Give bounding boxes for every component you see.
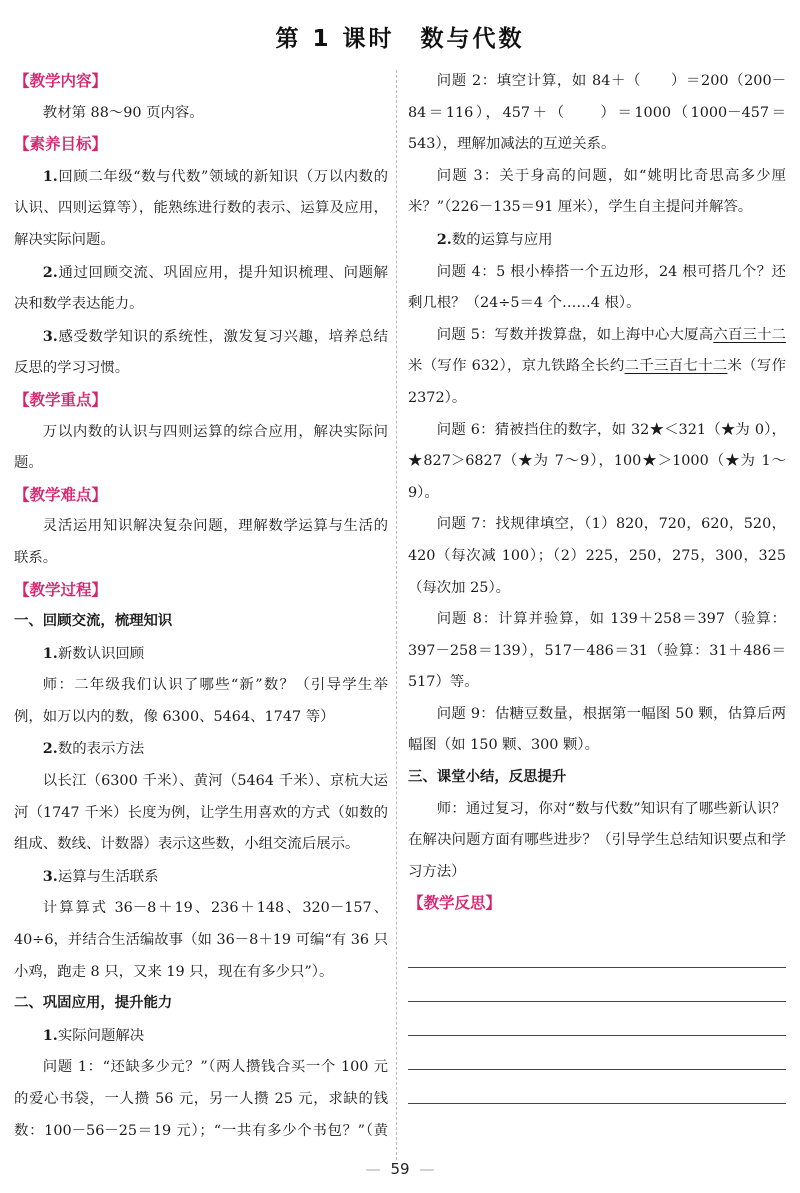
reflection-line[interactable]: [408, 1070, 786, 1104]
question-4: 问题 4：5 根小棒搭一个五边形，24 根可搭几个？还剩几根？（24÷5＝4 个……4 根）。: [408, 263, 786, 312]
footer-dash-right: —: [419, 1160, 435, 1178]
column-divider: [396, 70, 397, 1160]
q5-underlined-2: 二千三百七十二: [624, 358, 728, 375]
section-2-subtitle-1: [14, 1020, 388, 1053]
question-6: 问题 6：猜被挡住的数字，如 32★＜321（★为 0），★827＞6827（★为 7～9），100★＞1000（★为 1～9）。: [408, 421, 786, 501]
reflection-line[interactable]: [408, 1036, 786, 1070]
right-column: [408, 66, 786, 1104]
s2-2-title: 数的运算与应用: [451, 231, 553, 248]
s1-1-text: 师：二年级我们认识了哪些“新”数？（引导学生举例，如万以内的数，像 6300、5464、1747 等）: [14, 677, 388, 725]
section-3-text: 师：通过复习，你对“数与代数”知识有了哪些新认识？在解决问题方面有哪些进步？（引导学生总结知识要点和学习方法）: [408, 800, 786, 880]
section-3-title: 三、课堂小结，反思提升: [408, 769, 567, 786]
section-1-title: 一、回顾交流，梳理知识: [14, 613, 173, 630]
q5-part-b: 米（写作 632），京九铁路全长约: [408, 358, 625, 375]
teaching-content-text: 教材第 88～90 页内容。: [42, 104, 204, 121]
q5-underlined-1: 六百三十二: [713, 326, 786, 343]
goal-1-number: 1.: [42, 167, 58, 185]
goal-3-number: 3.: [42, 327, 58, 345]
s2-1-title: 实际问题解决: [57, 1027, 145, 1044]
s1-1-number: 1.: [42, 644, 58, 662]
key-points-text: 万以内数的认识与四则运算的综合应用，解决实际问题。: [14, 423, 388, 472]
section-2-title: 二、巩固应用，提升能力: [14, 995, 173, 1012]
question-5: [408, 320, 786, 415]
question-2: 问题 2：填空计算，如 84＋（ ）＝200（200－84＝116），457＋（ ）＝1000（1000－457＝543），理解加减法的互逆关系。: [408, 73, 786, 153]
goal-2-number: 2.: [42, 263, 58, 281]
goal-1: [14, 161, 388, 257]
reflection-line[interactable]: [408, 968, 786, 1002]
question-8: 问题 8：计算并验算，如 139＋258＝397（验算：397－258＝139），517－486＝31（验算：31＋486＝517）等。: [408, 611, 786, 691]
section-1-subtitle-3: [14, 861, 388, 894]
goal-2-text: 通过回顾交流、巩固应用，提升知识梳理、问题解决和数学表达能力。: [14, 264, 388, 313]
footer-dash-left: —: [365, 1160, 381, 1178]
heading-key-points: 【教学重点】: [14, 390, 108, 409]
s1-3-number: 3.: [42, 867, 58, 885]
section-2-subtitle-2: [408, 224, 786, 257]
goal-2: [14, 257, 388, 321]
s2-2-number: 2.: [436, 230, 452, 248]
s1-2-title: 数的表示方法: [57, 741, 145, 758]
s2-1-number: 1.: [42, 1026, 58, 1044]
section-1-subtitle-2: [14, 733, 388, 766]
goal-1-text: 回顾二年级“数与代数”领域的新知识（万以内数的认识、四则运算等），能熟练进行数的表示、运算及应用，解决实际问题。: [14, 168, 388, 248]
s1-3-title: 运算与生活联系: [57, 868, 159, 885]
q5-part-a: 问题 5：写数并拨算盘，如上海中心大厦高: [436, 326, 714, 343]
page-title: 第 1 课时 数与代数: [275, 26, 525, 52]
s1-3-text: 计算算式 36－8＋19、236＋148、320－157、40÷6，并结合生活编故事（如 36－8＋19 可编“有 36 只小鸡，跑走 8 只，又来 19 只，现在有多少只”）。: [14, 900, 388, 980]
goal-3: [14, 321, 388, 385]
heading-goals: 【素养目标】: [14, 135, 108, 154]
heading-teaching-process: 【教学过程】: [14, 580, 108, 599]
heading-difficult-points: 【教学难点】: [14, 485, 108, 504]
heading-teaching-content: 【教学内容】: [14, 72, 108, 90]
s1-1-title: 新数认识回顾: [57, 645, 145, 662]
reflection-line[interactable]: [408, 934, 786, 968]
question-7: 问题 7：找规律填空，（1）820，720，620，520，420（每次减 100）；（2）225，250，275，300，325（每次加 25）。: [408, 516, 786, 596]
reflection-lines: [408, 934, 786, 1104]
left-column: [14, 66, 388, 1147]
question-3: 问题 3：关于身高的问题，如“姚明比奇思高多少厘米？”（226－135＝91 厘米），学生自主提问并解答。: [408, 167, 786, 216]
question-1: 问题 1：“还缺多少元？”（两人攒钱合买一个 100 元的爱心书袋，一人攒 56 元，另一人攒 25 元，求缺的钱数：100－56－25＝19 元）；“一共有多少个书包？”（黄: [14, 1059, 388, 1139]
difficult-points-text: 灵活运用知识解决复杂问题，理解数学运算与生活的联系。: [14, 518, 388, 566]
page-footer: [0, 1160, 800, 1178]
s1-2-text: 以长江（6300 千米）、黄河（5464 千米）、京杭大运河（1747 千米）长度为例，让学生用喜欢的方式（如数的组成、数线、计数器）表示这些数，小组交流后展示。: [14, 773, 388, 853]
page-number: 59: [390, 1160, 410, 1178]
s1-2-number: 2.: [42, 740, 58, 758]
q5-part-c: 米（写作 2372）。: [408, 358, 786, 406]
section-1-subtitle-1: [14, 638, 388, 671]
heading-reflection: 【教学反思】: [408, 894, 502, 913]
goal-3-text: 感受数学知识的系统性，激发复习兴趣，培养总结反思的学习习惯。: [14, 328, 388, 377]
question-9: 问题 9：估糖豆数量，根据第一幅图 50 颗，估算后两幅图（如 150 颗、300 颗）。: [408, 705, 786, 754]
reflection-line[interactable]: [408, 1002, 786, 1036]
